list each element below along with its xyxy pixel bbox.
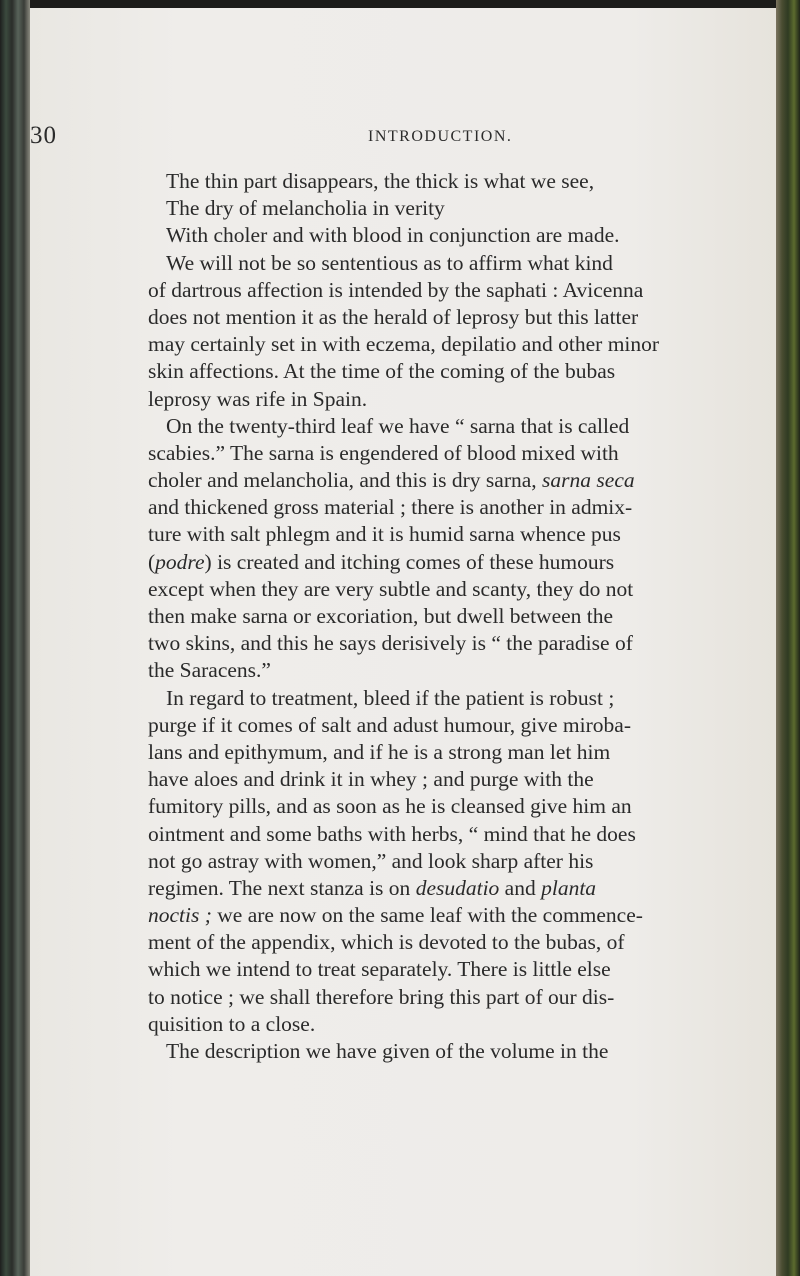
text-span: ( bbox=[148, 549, 156, 574]
text-line: In regard to treatment, bleed if the patient is robust ; bbox=[166, 685, 615, 710]
text-line: to notice ; we shall therefore bring this part of our dis- bbox=[148, 984, 615, 1009]
text-line: may certainly set in with eczema, depilatio and other minor bbox=[148, 332, 660, 357]
text-span: regimen. The next stanza is on bbox=[148, 875, 416, 900]
text-span: choler and melancholia, and this is dry sarna, bbox=[148, 468, 543, 493]
text-line: purge if it comes of salt and adust humour, give miroba- bbox=[148, 712, 631, 737]
text-line: which we intend to treat separately. There is little else bbox=[148, 957, 611, 982]
italic-term: sarna seca bbox=[542, 468, 635, 493]
italic-term: desudatio bbox=[415, 875, 500, 900]
text-line: skin affections. At the time of the coming of the bubas bbox=[148, 359, 616, 384]
text-line bbox=[148, 902, 768, 929]
italic-term: podre bbox=[155, 549, 205, 574]
text-span: we are now on the same leaf with the commence- bbox=[211, 903, 643, 928]
body-text bbox=[148, 168, 768, 1065]
text-line: then make sarna or excoriation, but dwell between the bbox=[148, 604, 614, 628]
text-line: two skins, and this he says derisively is “ the paradise of bbox=[148, 631, 633, 656]
text-line: We will not be so sententious as to affirm what kind bbox=[166, 250, 613, 275]
italic-term: planta bbox=[541, 875, 597, 900]
text-line: except when they are very subtle and scanty, they do not bbox=[148, 576, 634, 601]
text-line: ture with salt phlegm and it is humid sarna whence pus bbox=[148, 522, 621, 547]
text-span: and bbox=[499, 875, 542, 900]
text-line bbox=[148, 549, 768, 576]
running-head: INTRODUCTION. bbox=[368, 128, 513, 145]
text-line: the Saracens.” bbox=[148, 658, 271, 683]
book-spine-left-edge bbox=[0, 0, 30, 1276]
text-line: scabies.” The sarna is engendered of blood mixed with bbox=[148, 440, 619, 465]
text-line: The dry of melancholia in verity bbox=[166, 196, 445, 221]
page-number: 30 bbox=[30, 122, 57, 149]
text-line: ment of the appendix, which is devoted to the bubas, of bbox=[148, 930, 625, 955]
book-page bbox=[30, 8, 776, 1276]
text-line: quisition to a close. bbox=[148, 1011, 316, 1036]
text-line: The thin part disappears, the thick is what we see, bbox=[166, 169, 595, 193]
text-line: does not mention it as the herald of leprosy but this latter bbox=[148, 304, 639, 329]
text-line: fumitory pills, and as soon as he is cleansed give him an bbox=[148, 794, 632, 819]
text-line: of dartrous affection is intended by the saphati : Avicenna bbox=[148, 277, 644, 302]
text-line bbox=[148, 875, 768, 902]
text-line: and thickened gross material ; there is another in admix- bbox=[148, 495, 633, 520]
text-line: not go astray with women,” and look sharp after his bbox=[148, 848, 594, 873]
italic-term: noctis ; bbox=[148, 903, 212, 928]
page-header bbox=[30, 118, 776, 148]
text-line: ointment and some baths with herbs, “ mind that he does bbox=[148, 821, 636, 846]
text-line bbox=[148, 467, 768, 494]
text-line: lans and epithymum, and if he is a strong man let him bbox=[148, 739, 611, 764]
book-cover-right-edge bbox=[776, 0, 800, 1276]
text-span: ) is created and itching comes of these humours bbox=[204, 549, 615, 574]
text-line: The description we have given of the volume in the bbox=[166, 1039, 609, 1063]
text-line: have aloes and drink it in whey ; and purge with the bbox=[148, 767, 594, 792]
text-line: On the twenty-third leaf we have “ sarna that is called bbox=[166, 413, 630, 438]
text-line: leprosy was rife in Spain. bbox=[148, 386, 368, 411]
text-line: With choler and with blood in conjunction are made. bbox=[166, 223, 620, 248]
